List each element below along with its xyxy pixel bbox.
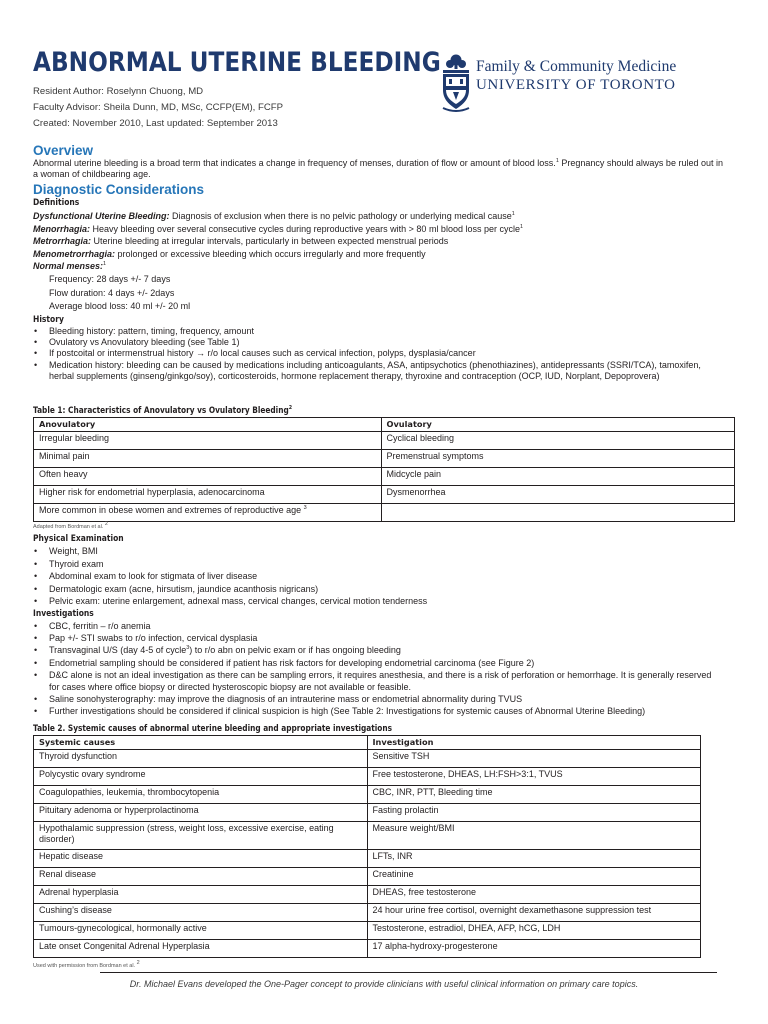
table-cell: Dysmenorrhea [381,486,735,504]
table-row [34,450,735,468]
list-item: • Pelvic exam: uterine enlargement, adnexal mass, cervical changes, cervical motion tenderness [33,595,723,608]
table-row [34,504,735,522]
definition-term: Menorrhagia: [33,223,91,234]
table-row [34,486,735,504]
document-title: ABNORMAL UTERINE BLEEDING [33,47,441,78]
overview-text-part2: Pregnancy should always be ruled out in a woman of childbearing age. [33,158,723,179]
overview-heading: Overview [33,143,94,158]
list-item: • Ovulatory vs Anovulatory bleeding (see Table 1) [33,337,723,348]
list-item: • Bleeding history: pattern, timing, frequency, amount [33,326,723,337]
table-cell: Premenstrual symptoms [381,450,735,468]
list-item: • Thyroid exam [33,558,723,571]
table-row [34,468,735,486]
physical-exam-label: Physical Examination [33,534,124,544]
table-header-cell: Ovulatory [381,418,735,432]
faculty-advisor: Faculty Advisor: Sheila Dunn, MD, MSc, CCFP(EM), FCFP [33,102,284,113]
definition-sup: 1 [519,223,524,230]
table-cell: Late onset Congenital Adrenal Hyperplasia [34,940,368,958]
table-row [34,786,701,804]
table-cell: Sensitive TSH [367,750,701,768]
table1-source-text: Adapted from Bordman et al. [33,524,104,530]
normal-menses-frequency: Frequency: 28 days +/- 7 days [49,274,171,284]
definition-menorrhagia [33,223,523,236]
document-meta [33,84,283,132]
list-item-sup: 3 [186,645,190,652]
university-crest-icon [440,54,472,114]
table1-caption-sup: 2 [288,405,293,412]
definitions-label: Definitions [33,198,80,208]
table-cell: Fasting prolactin [367,804,701,822]
table-cell [381,504,735,522]
overview-text [33,158,723,180]
logo-text [476,57,676,94]
table-cell: Renal disease [34,868,368,886]
list-item: • Medication history: bleeding can be caused by medications including anticoagulants, ASA, antipsychotics (phenothiazines), antidepressants (SSRI/TCA), tamoxifen, herbal supplements (ginseng/ginkgo/soy), corticosteroids, hormone replacement therapy, thyroxine and contraception (OCP, IUD, Norplant, Depoprovera) [33,360,723,382]
list-item-text-rest: ) to r/o abn on pelvic exam or if has ongoing bleeding [189,645,401,656]
list-item: • If postcoital or intermenstrual history → r/o local causes such as cervical infection, polyps, dysplasia/cancer [33,348,723,359]
definition-term: Metrorrhagia: [33,236,92,247]
normal-menses-label [33,260,106,273]
investigations-label: Investigations [33,609,94,619]
definition-text: Heavy bleeding over several consecutive cycles during reproductive years with > 80 ml blood loss per cycle [90,223,520,234]
table-cell: Hypothalamic suppression (stress, weight loss, excessive exercise, eating disorder) [34,822,368,850]
table-cell: 17 alpha-hydroxy-progesterone [367,940,701,958]
overview-text-part1: Abnormal uterine bleeding is a broad term that indicates a change in frequency of menses, duration of flow or amount of blood loss. [33,158,556,168]
list-item: • Endometrial sampling should be considered if patient has risk factors for developing endometrial carcinoma (see Figure 2) [33,657,723,669]
table-cell: Pituitary adenoma or hyperprolactinoma [34,804,368,822]
table-cell: 24 hour urine free cortisol, overnight dexamethasone suppression test [367,904,701,922]
definition-text: Diagnosis of exclusion when there is no pelvic pathology or underlying medical cause [169,211,512,221]
table-row [34,804,701,822]
history-list [33,326,723,382]
list-item: • CBC, ferritin – r/o anemia [33,620,723,632]
definition-text: Uterine bleeding at irregular intervals, particularly in between expected menstrual periods [91,236,449,247]
table-header-row [34,736,701,750]
table-row [34,822,701,850]
list-item: • Abdominal exam to look for stigmata of liver disease [33,570,723,583]
table-row [34,940,701,958]
investigations-list [33,620,723,718]
table-cell: Free testosterone, DHEAS, LH:FSH>3:1, TVUS [367,768,701,786]
definition-text: prolonged or excessive bleeding which occurs irregularly and more frequently [115,248,426,259]
definition-menometrorrhagia [33,248,426,261]
table-header-cell: Investigation [367,736,701,750]
table-cell: LFTs, INR [367,850,701,868]
table2-source-text: Used with permission from Bordman et al. [33,963,136,969]
table-row [34,750,701,768]
university-logo [440,54,700,114]
list-item: • Pap +/- STI swabs to r/o infection, cervical dysplasia [33,632,723,644]
list-item: • Weight, BMI [33,545,723,558]
table-cell: Creatinine [367,868,701,886]
created-date: Created: November 2010, Last updated: September 2013 [33,118,278,129]
table-cell: Irregular bleeding [34,432,382,450]
table-cell: Hepatic disease [34,850,368,868]
table-cell: CBC, INR, PTT, Bleeding time [367,786,701,804]
table-cell: Measure weight/BMI [367,822,701,850]
table2 [33,735,701,958]
table-cell: Midcycle pain [381,468,735,486]
definition-dub [33,210,515,223]
table-cell: Adrenal hyperplasia [34,886,368,904]
table2-source [33,960,140,970]
table-cell: Often heavy [34,468,382,486]
table-header-cell: Systemic causes [34,736,368,750]
table-row [34,868,701,886]
table1-caption-text: Table 1: Characteristics of Anovulatory vs Ovulatory Bleeding [33,405,289,415]
table-cell: Cyclical bleeding [381,432,735,450]
table-row [34,904,701,922]
table-header-cell: Anovulatory [34,418,382,432]
list-item: • Saline sonohysterography: may improve the diagnosis of an intrauterine mass or endometrial abnormality during TVUS [33,693,723,705]
definition-term: Dysfunctional Uterine Bleeding: [33,211,170,221]
table-row [34,922,701,940]
history-label: History [33,315,64,325]
table-cell: Polycystic ovary syndrome [34,768,368,786]
table-row [34,768,701,786]
definition-term: Menometrorrhagia: [33,248,116,259]
definition-metrorrhagia [33,235,448,248]
list-item-text: Transvaginal U/S (day 4-5 of cycle [49,645,187,656]
resident-author: Resident Author: Roselynn Chuong, MD [33,86,204,97]
list-item: • Dermatologic exam (acne, hirsutism, jaundice acanthosis nigricans) [33,583,723,596]
table2-source-sup: 2 [136,960,140,967]
table-cell: Coagulopathies, leukemia, thrombocytopenia [34,786,368,804]
footer-divider [100,972,717,973]
table-cell: Tumours-gynecological, hormonally active [34,922,368,940]
list-item [33,644,723,656]
table-cell: DHEAS, free testosterone [367,886,701,904]
list-item: • Further investigations should be considered if clinical suspicion is high (See Table 2: Investigations for systemic causes of Abnormal Uterine Bleeding) [33,705,723,717]
logo-university: UNIVERSITY OF TORONTO [476,77,676,93]
table1 [33,417,735,522]
table2-caption: Table 2. Systemic causes of abnormal uterine bleeding and appropriate investigations [33,723,392,733]
table1-caption [33,405,292,415]
normal-menses-blood-loss: Average blood loss: 40 ml +/- 20 ml [49,301,191,311]
footer-note: Dr. Michael Evans developed the One-Pager concept to provide clinicians with useful clinical information on primary care topics. [129,979,639,989]
normal-menses-sup: 1 [103,261,107,268]
logo-department: Family & Community Medicine [476,58,677,75]
table-row [34,432,735,450]
table-cell: Thyroid dysfunction [34,750,368,768]
table1-source [33,521,108,531]
normal-menses-duration: Flow duration: 4 days +/- 2days [49,288,175,298]
table-cell [34,504,382,522]
overview-sup: 1 [555,158,559,164]
table-header-row [34,418,735,432]
table-cell-text: More common in obese women and extremes of reproductive age [39,505,302,515]
table-cell: Minimal pain [34,450,382,468]
diagnostic-heading: Diagnostic Considerations [33,182,205,197]
table-cell-sup: 3 [303,505,307,511]
table-cell: Cushing’s disease [34,904,368,922]
definition-sup: 1 [511,211,515,217]
normal-menses-term: Normal menses: [33,261,104,272]
physical-exam-list [33,545,723,608]
table-row [34,886,701,904]
list-item: • D&C alone is not an ideal investigation as there can be sampling errors, it requires anesthesia, and there is a risk of perforation or hemorrhage. It is generally reserved for cases where office biopsy or directed hysteroscopic biopsy are not available or feasible. [33,669,723,693]
table-cell: Higher risk for endometrial hyperplasia, adenocarcinoma [34,486,382,504]
table-cell: Testosterone, estradiol, DHEA, AFP, hCG, LDH [367,922,701,940]
table1-source-sup: 2 [104,521,108,528]
table-row [34,850,701,868]
